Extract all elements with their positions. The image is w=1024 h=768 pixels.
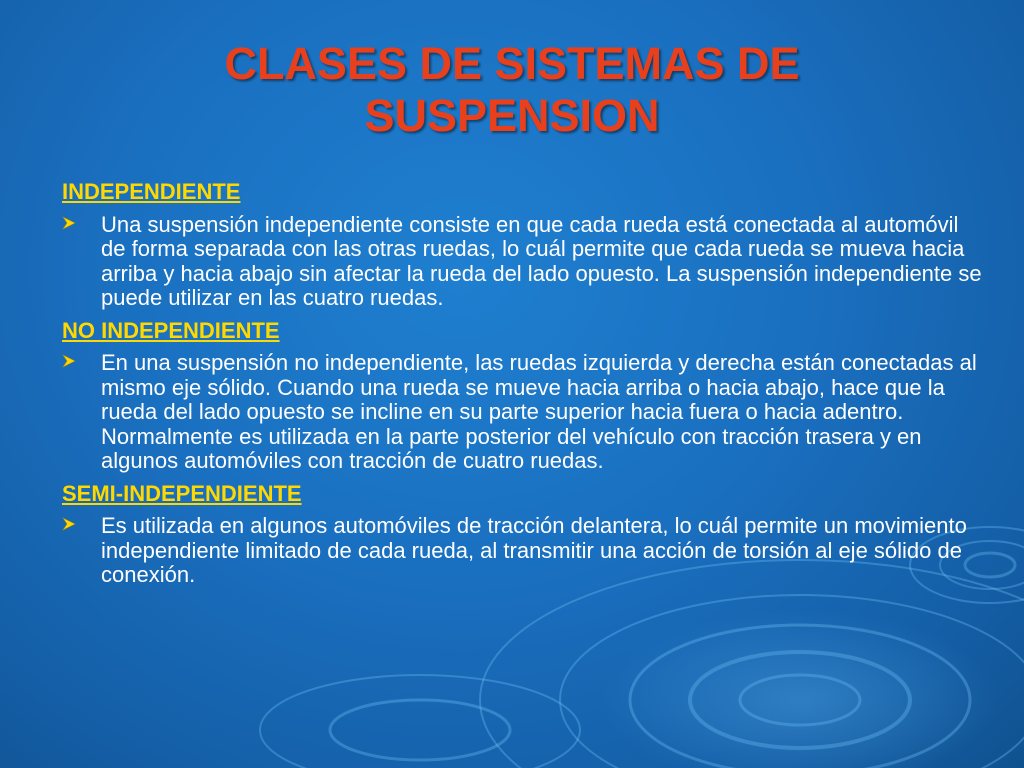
slide-title: CLASES DE SISTEMAS DE SUSPENSION <box>224 38 800 141</box>
section-heading-no-independiente: NO INDEPENDIENTE <box>62 317 280 343</box>
slide-content <box>62 180 982 596</box>
section-heading-semi-independiente: SEMI-INDEPENDIENTE <box>62 480 302 506</box>
bullet-item-semi-independiente <box>62 514 982 588</box>
bullet-text: En una suspensión no independiente, las ruedas izquierda y derecha están conectadas al mismo eje sólido. Cuando una rueda se mueve hacia arriba o hacia abajo, hace que la rueda del lado opuesto se incline en su parte superior hacia fuera o hacia adentro. Normalmente es utilizada en la parte posterior del vehículo con tracción trasera y en algunos automóviles con tracción de cuatro ruedas. <box>101 350 977 473</box>
bullet-item-no-independiente <box>62 351 982 474</box>
section-heading-independiente: INDEPENDIENTE <box>62 179 241 204</box>
bullet-text: Una suspensión independiente consiste en que cada rueda está conectada al automóvil de forma separada con las otras ruedas, lo cuál permite que cada rueda se mueva hacia arriba y hacia abajo sin afectar la rueda del lado opuesto. La suspensión independiente se puede utilizar en las cuatro ruedas. <box>101 211 982 310</box>
bullet-text: Es utilizada en algunos automóviles de tracción delantera, lo cuál permite un movimiento independiente limitado de cada rueda, al transmitir una acción de torsión al eje sólido de conexión. <box>101 513 967 587</box>
arrowhead-bullet-icon <box>62 216 76 230</box>
bullet-item-independiente <box>62 213 982 311</box>
arrowhead-bullet-icon <box>62 517 76 531</box>
arrowhead-bullet-icon <box>62 354 76 368</box>
